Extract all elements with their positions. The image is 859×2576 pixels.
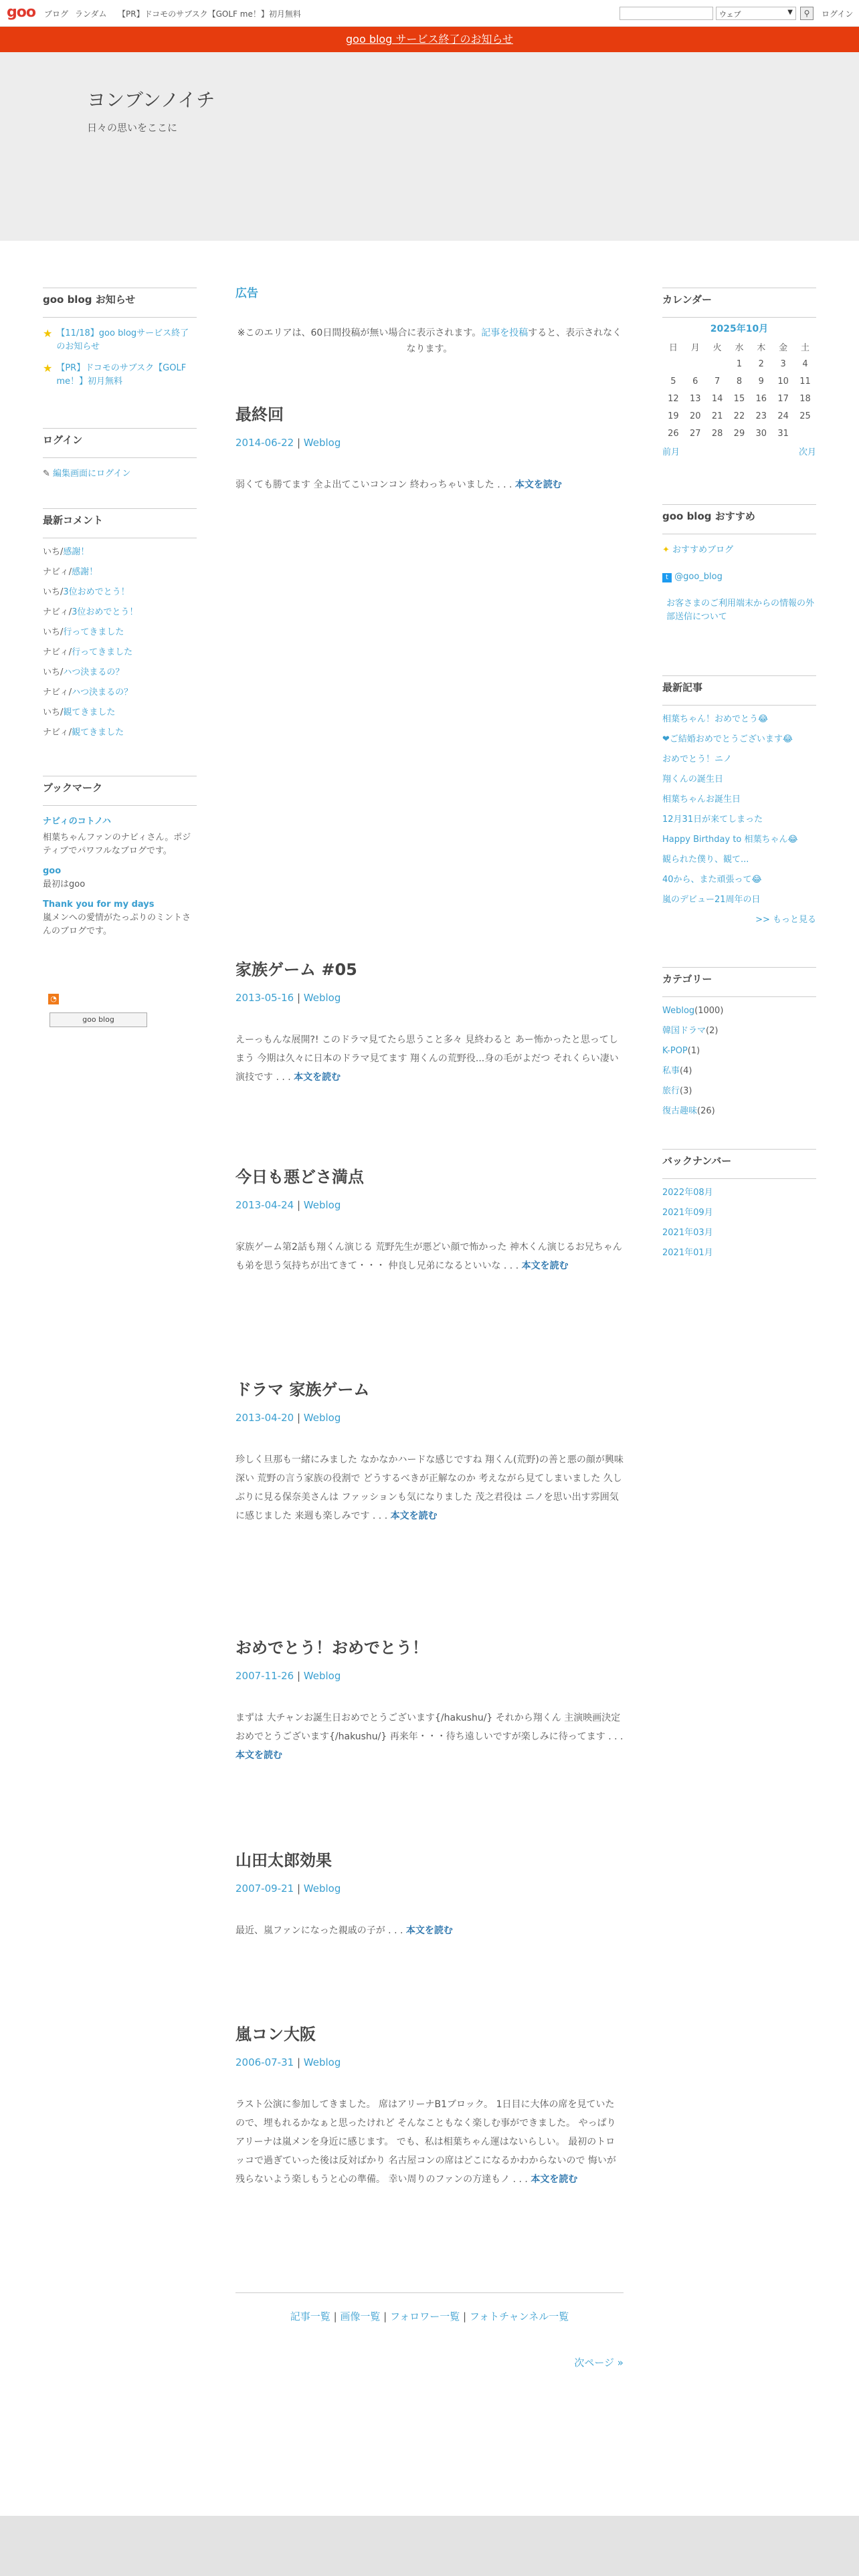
recent-article-item <box>662 830 816 850</box>
comment-author: いち/ <box>43 708 64 718</box>
category-count: (2) <box>706 1026 719 1036</box>
recent-article-link[interactable]: 相葉ちゃんお誕生日 <box>662 794 741 804</box>
star-icon: ★ <box>43 327 53 340</box>
post-excerpt <box>235 1921 624 1940</box>
comment-item <box>43 703 197 723</box>
comment-author: いち/ <box>43 667 64 677</box>
calendar-day: 15 <box>733 393 745 404</box>
recent-article-item <box>662 850 816 870</box>
post-excerpt-text: 家族ゲーム第2話も翔くん演じる 荒野先生が悪どい顔で怖かった 神木くん演じるお兄ちゃんも弟を思う気持ちが出てきて・・・ 仲良し兄弟になるといいな . . . <box>235 1242 622 1271</box>
calendar-day: 1 <box>736 358 743 369</box>
backnumber-item <box>662 1223 816 1243</box>
news-title: goo blog お知らせ <box>43 288 197 318</box>
calendar-day: 25 <box>799 411 811 421</box>
backnumber-link[interactable]: 2021年09月 <box>662 1208 713 1218</box>
post-article-link[interactable]: 記事を投稿 <box>481 328 529 338</box>
calendar-day: 18 <box>799 393 811 404</box>
recent-article-item <box>662 770 816 790</box>
category-item <box>662 1041 816 1061</box>
calendar-week <box>662 390 816 407</box>
calendar-day: 16 <box>755 393 767 404</box>
category-link[interactable]: 復古趣味 <box>662 1106 698 1116</box>
bookmark-desc: 相葉ちゃんファンのナビィさん。ポジティブでパワフルなブログです。 <box>43 833 191 856</box>
comment-link[interactable]: 3位おめでとう！ <box>63 587 130 597</box>
image-list-link[interactable]: 画像一覧 <box>340 2311 381 2323</box>
recent-article-item <box>662 810 816 830</box>
category-count: (1000) <box>694 1006 724 1016</box>
post-excerpt <box>235 1709 624 1765</box>
follower-list-link[interactable]: フォロワー一覧 <box>390 2311 460 2323</box>
comment-author: いち/ <box>43 627 64 637</box>
news-item <box>43 327 197 354</box>
service-end-banner <box>0 27 859 52</box>
post-date[interactable]: 2013-05-16 <box>235 992 294 1004</box>
recent-article-link[interactable]: 観られた僕り、観て... <box>662 855 749 865</box>
ad-notice <box>235 325 624 357</box>
recommend-title: goo blog おすすめ <box>662 504 816 534</box>
post-category[interactable]: Weblog <box>303 1883 341 1895</box>
backnumber-item <box>662 1203 816 1223</box>
calendar-day: 11 <box>799 376 811 387</box>
comment-item <box>43 683 197 703</box>
recent-article-item <box>662 870 816 890</box>
post-date[interactable]: 2013-04-20 <box>235 1412 294 1424</box>
backnumber-link[interactable]: 2022年08月 <box>662 1188 713 1198</box>
comment-link[interactable]: 行ってきました <box>72 647 133 657</box>
rss-section <box>43 994 197 1027</box>
recent-article-link[interactable]: ❤︎ご結婚おめでとうございます😂 <box>662 734 793 744</box>
post-meta <box>235 1883 624 1895</box>
meta-separator: | <box>294 992 304 1004</box>
bookmark-desc: 最初はgoo <box>43 879 86 889</box>
post-excerpt <box>235 1451 624 1525</box>
calendar-day: 4 <box>802 358 808 369</box>
calendar-day: 30 <box>755 428 767 439</box>
post-meta <box>235 1199 624 1211</box>
goo-logo[interactable]: goo <box>7 4 35 21</box>
post-category[interactable]: Weblog <box>303 437 341 449</box>
recent-section <box>662 675 816 930</box>
recent-article-link[interactable]: おめでとう！ニノ <box>662 754 733 764</box>
calendar-day: 6 <box>692 376 698 387</box>
comment-author: いち/ <box>43 587 64 597</box>
comment-author: ナビィ/ <box>43 647 72 657</box>
calendar-day: 13 <box>689 393 701 404</box>
post-title[interactable]: 嵐コン大阪 <box>235 2025 316 2044</box>
post-excerpt-text: まずは 大チャンお誕生日おめでとうございます{/hakushu/} それから翔くん 主演映画決定おめでとうございます{/hakushu/} 再来年・・・待ち遠しいですが楽しみに待ってます . . . <box>235 1713 624 1742</box>
blog-post <box>235 1847 624 1940</box>
footer <box>0 2516 859 2576</box>
post-excerpt-text: 珍しく旦那も一緒にみました なかなかハードな感じですね 翔くん(荒野)の善と悪の顔が興味深い 荒野の言う家族の役割で どうするべきが正解なのか 考えながら見てしまいました 久しぶりに見る保奈美さんは ファッションも気になりました 茂之君役は ニノを思い出す雰囲気に感じました 来週も楽しみです . . . <box>235 1455 624 1521</box>
post-excerpt <box>235 1238 624 1275</box>
pencil-icon: ✎ <box>43 469 50 479</box>
calendar-day: 24 <box>777 411 789 421</box>
category-count: (1) <box>687 1046 700 1056</box>
bottom-links: 記事一覧 | 画像一覧 | フォロワー一覧 | フォトチャンネル一覧 <box>235 2292 624 2323</box>
calendar-day: 19 <box>668 411 679 421</box>
category-link[interactable]: K-POP <box>662 1046 688 1056</box>
login-section <box>43 428 197 481</box>
post-category[interactable]: Weblog <box>303 1670 341 1682</box>
recent-article-link[interactable]: 40から、また頑張って😂 <box>662 875 762 885</box>
category-link[interactable]: 私事 <box>662 1066 680 1076</box>
post-title[interactable]: 今日も悪どさ満点 <box>235 1168 364 1186</box>
recent-article-link[interactable]: Happy Birthday to 相葉ちゃん😂 <box>662 835 798 845</box>
calendar-day: 28 <box>711 428 723 439</box>
rss-icon[interactable]: ◔ <box>48 994 59 1004</box>
post-excerpt <box>235 475 624 494</box>
login-link[interactable]: ログイン <box>822 9 854 19</box>
calendar-weekday: 水 <box>735 342 744 353</box>
calendar-day: 17 <box>777 393 789 404</box>
calendar-weekday: 日 <box>668 342 678 353</box>
calendar-section <box>662 288 816 457</box>
category-item <box>662 1081 816 1101</box>
post-category[interactable]: Weblog <box>303 1199 341 1211</box>
calendar-title: カレンダー <box>662 288 816 318</box>
post-title[interactable]: おめでとう！おめでとう！ <box>235 1638 428 1657</box>
category-item <box>662 1101 816 1121</box>
post-date[interactable]: 2013-04-24 <box>235 1199 294 1211</box>
calendar-day: 5 <box>670 376 676 387</box>
blog-post <box>235 1634 624 1765</box>
calendar-day: 22 <box>733 411 745 421</box>
comment-link[interactable]: 3位おめでとう！ <box>72 607 138 617</box>
post-excerpt-text: 弱くても勝てます 全よ出てこいコンコン 終わっちゃいました . . . <box>235 479 515 490</box>
category-item <box>662 1061 816 1081</box>
post-meta <box>235 1412 624 1424</box>
news-link-service-end[interactable]: 【11/18】goo blogサービス終了のお知らせ <box>56 328 189 352</box>
bookmark-link[interactable]: Thank you for my days <box>43 899 155 909</box>
recent-article-link[interactable]: 12月31日が来てしまった <box>662 815 763 825</box>
category-item <box>662 1001 816 1021</box>
calendar-day: 26 <box>668 428 679 439</box>
calendar-day: 29 <box>733 428 745 439</box>
post-date[interactable]: 2007-09-21 <box>235 1883 294 1895</box>
category-link[interactable]: 韓国ドラマ <box>662 1026 706 1036</box>
calendar-weekday: 火 <box>712 342 722 353</box>
calendar-next-month[interactable]: 次月 <box>798 447 816 457</box>
backnumber-item <box>662 1243 816 1263</box>
comment-item <box>43 562 197 582</box>
comments-section <box>43 508 197 743</box>
calendar-day <box>662 355 684 372</box>
next-page-link[interactable]: 次ページ » <box>574 2357 624 2369</box>
bookmark-section <box>43 776 197 938</box>
category-count: (3) <box>680 1086 692 1096</box>
search-input[interactable] <box>619 7 713 20</box>
recent-article-item <box>662 750 816 770</box>
calendar <box>662 322 816 457</box>
search-scope-select[interactable] <box>716 7 796 20</box>
category-count: (4) <box>680 1066 692 1076</box>
comment-link[interactable]: ハつ決まるの？ <box>72 687 133 697</box>
category-section <box>662 967 816 1121</box>
comment-author: ナビィ/ <box>43 687 72 697</box>
blog-post <box>235 401 624 494</box>
calendar-month: 2025年10月 <box>710 324 769 334</box>
search-icon: ⚲ <box>803 9 810 18</box>
calendar-day: 9 <box>758 376 764 387</box>
blog-title[interactable]: ヨンブンノイチ <box>87 89 215 111</box>
category-link[interactable]: Weblog <box>662 1006 695 1016</box>
post-category[interactable]: Weblog <box>303 2056 341 2068</box>
bookmark-title: ブックマーク <box>43 776 197 806</box>
recent-article-link[interactable]: 嵐のデビュー21周年の日 <box>662 895 761 905</box>
ad-notice-text: ※このエリアは、60日間投稿が無い場合に表示されます。 <box>237 328 482 338</box>
post-excerpt-text: ラスト公演に参加してきました。 席はアリーナB1ブロック。 1日目に大体の席を見ていたので、埋もれるかなぁと思ったけれど そんなこともなく楽しむ事ができました。 やっぱりアリーナは嵐メンを身近に感じます。 でも、私は相葉ちゃん運はないらしい。 最初のトロッコで過ぎていった後は反対ばかり 名古屋コンの席はどこになるかわからないので 悔いが残らないよう楽しもうと心の準備。 幸い周りのファンの方達もノ . . . <box>235 2099 616 2185</box>
post-excerpt <box>235 1031 624 1087</box>
meta-separator: | <box>294 1199 304 1211</box>
comment-link[interactable]: 行ってきました <box>63 627 124 637</box>
recent-article-item <box>662 890 816 910</box>
post-meta <box>235 2056 624 2068</box>
article-list-link[interactable]: 記事一覧 <box>290 2311 330 2323</box>
top-bar <box>0 0 859 27</box>
backnumber-item <box>662 1183 816 1203</box>
star-icon: ★ <box>43 362 53 374</box>
twitter-icon: t <box>662 573 672 582</box>
recent-title: 最新記事 <box>662 675 816 706</box>
blog-post <box>235 1164 624 1275</box>
calendar-day <box>706 355 729 372</box>
comments-title: 最新コメント <box>43 508 197 538</box>
blog-subtitle: 日々の思いをここに <box>87 122 178 134</box>
meta-separator: | <box>294 2056 304 2068</box>
recent-more-link[interactable]: >> もっと見る <box>755 915 816 925</box>
nav-blog[interactable]: ブログ <box>44 9 69 19</box>
login-title: ログイン <box>43 428 197 458</box>
goo-blog-badge[interactable]: goo blog <box>50 1012 147 1027</box>
recent-article-link[interactable]: 相葉ちゃん！おめでとう😂 <box>662 714 769 724</box>
backnumber-link[interactable]: 2021年03月 <box>662 1228 713 1238</box>
bookmark-desc: 嵐メンへの愛情がたっぷりのミントさんのブログです。 <box>43 913 191 936</box>
recent-article-link[interactable]: 翔くんの誕生日 <box>662 774 724 784</box>
meta-separator: | <box>294 1412 304 1424</box>
calendar-day: 10 <box>777 376 789 387</box>
read-more-link[interactable]: 本文を読む <box>531 2174 578 2185</box>
recommend-blogs-link[interactable]: おすすめブログ <box>672 545 734 555</box>
calendar-week <box>662 372 816 390</box>
calendar-weekday: 金 <box>779 342 788 353</box>
post-category[interactable]: Weblog <box>303 1412 341 1424</box>
comment-item <box>43 603 197 623</box>
calendar-day <box>684 355 706 372</box>
ad-notice-text-after: すると、表示されなくなります。 <box>406 328 622 354</box>
comment-item <box>43 623 197 643</box>
news-item <box>43 362 197 389</box>
calendar-week <box>662 407 816 425</box>
post-meta <box>235 1670 624 1682</box>
comment-author: ナビィ/ <box>43 728 72 738</box>
bookmark-link[interactable]: goo <box>43 866 62 876</box>
service-end-link[interactable]: goo blog サービス終了のお知らせ <box>346 33 513 45</box>
post-title[interactable]: ドラマ 家族ゲーム <box>235 1380 370 1399</box>
backnumber-link[interactable]: 2021年01月 <box>662 1248 713 1258</box>
backnumber-section <box>662 1149 816 1272</box>
calendar-weekday: 月 <box>690 342 700 353</box>
category-count: (26) <box>697 1106 715 1116</box>
bookmark-link[interactable]: ナビィのコトノハ <box>43 817 111 827</box>
post-category[interactable]: Weblog <box>303 992 341 1004</box>
nav-pr[interactable]: 【PR】ドコモのサブスク【GOLF me！】初月無料 <box>118 9 301 19</box>
backnumber-title: バックナンバー <box>662 1149 816 1179</box>
calendar-prev-month[interactable]: 前月 <box>662 447 680 457</box>
photo-channel-list-link[interactable]: フォトチャンネル一覧 <box>469 2311 569 2323</box>
blog-post <box>235 956 624 1087</box>
comment-link[interactable]: ハつ決まるの？ <box>63 667 124 677</box>
calendar-day: 20 <box>689 411 701 421</box>
comment-link[interactable]: 観てきました <box>72 728 124 738</box>
chevron-down-icon: ▼ <box>787 9 793 16</box>
comment-author: いち/ <box>43 547 64 557</box>
read-more-link[interactable]: 本文を読む <box>405 1925 453 1936</box>
meta-separator: | <box>294 1883 304 1895</box>
recent-article-item <box>662 710 816 730</box>
comment-author: ナビィ/ <box>43 607 72 617</box>
blog-header <box>0 52 859 241</box>
recent-article-item <box>662 730 816 750</box>
calendar-weekday: 土 <box>801 342 810 353</box>
comment-item <box>43 723 197 743</box>
meta-separator: | <box>294 437 304 449</box>
blog-post <box>235 1376 624 1525</box>
post-date[interactable]: 2007-11-26 <box>235 1670 294 1682</box>
blog-post <box>235 2021 624 2189</box>
calendar-day: 7 <box>714 376 721 387</box>
comment-item <box>43 582 197 603</box>
read-more-link[interactable]: 本文を読む <box>390 1511 438 1521</box>
news-link-pr[interactable]: 【PR】ドコモのサブスク【GOLF me！】初月無料 <box>56 363 187 387</box>
calendar-day: 21 <box>711 411 723 421</box>
comment-link[interactable]: 感謝！ <box>72 567 98 577</box>
comment-item <box>43 542 197 562</box>
recent-article-item <box>662 790 816 810</box>
recommend-section <box>662 504 816 624</box>
calendar-day: 27 <box>689 428 701 439</box>
meta-separator: | <box>294 1670 304 1682</box>
external-info-link[interactable]: お客さまのご利用端末からの情報の外部送信について <box>666 599 815 622</box>
calendar-day: 3 <box>780 358 786 369</box>
post-meta <box>235 992 624 1004</box>
post-title[interactable]: 家族ゲーム #05 <box>235 960 357 979</box>
category-item <box>662 1021 816 1041</box>
comment-link[interactable]: 感謝！ <box>63 547 90 557</box>
post-excerpt <box>235 2095 624 2189</box>
calendar-day: 12 <box>668 393 679 404</box>
post-date[interactable]: 2006-07-31 <box>235 2056 294 2068</box>
post-excerpt-text: えーっもんな展開?! このドラマ見てたら思うこと多々 見終わると あー怖かったと思ってしまう 今期は久々に日本のドラマ見てます 翔くんの荒野役...身の毛がよだつ それくらい凄い演技です . . . <box>235 1035 619 1083</box>
calendar-day: 2 <box>758 358 764 369</box>
comment-item <box>43 663 197 683</box>
post-title[interactable]: 最終回 <box>235 405 284 424</box>
pin-icon: ✦ <box>662 545 670 555</box>
calendar-week <box>662 355 816 372</box>
search-scope-label: ウェブ <box>719 10 741 19</box>
read-more-link[interactable]: 本文を読む <box>521 1261 569 1271</box>
comment-author: ナビィ/ <box>43 567 72 577</box>
search-button[interactable] <box>800 7 814 20</box>
edit-login-link[interactable]: 編集画面にログイン <box>53 469 131 479</box>
category-link[interactable]: 旅行 <box>662 1086 680 1096</box>
twitter-link[interactable]: @goo_blog <box>674 572 723 582</box>
news-section <box>43 288 197 389</box>
post-date[interactable]: 2014-06-22 <box>235 437 294 449</box>
post-meta <box>235 437 624 449</box>
post-excerpt-text: 最近、嵐ファンになった親戚の子が . . . <box>235 1925 406 1936</box>
read-more-link[interactable]: 本文を読む <box>294 1072 341 1083</box>
category-title: カテゴリー <box>662 967 816 997</box>
calendar-weekday: 木 <box>757 342 766 353</box>
calendar-day: 23 <box>755 411 767 421</box>
comment-link[interactable]: 観てきました <box>63 708 116 718</box>
read-more-link[interactable]: 本文を読む <box>235 1750 282 1761</box>
ad-label: 広告 <box>235 287 258 300</box>
calendar-day: 31 <box>777 428 789 439</box>
nav-random[interactable]: ランダム <box>75 9 107 19</box>
post-title[interactable]: 山田太郎効果 <box>235 1851 332 1870</box>
calendar-week <box>662 425 816 442</box>
calendar-day: 8 <box>736 376 743 387</box>
comment-item <box>43 643 197 663</box>
calendar-day: 14 <box>711 393 723 404</box>
read-more-link[interactable]: 本文を読む <box>514 479 562 490</box>
calendar-day <box>794 425 816 442</box>
